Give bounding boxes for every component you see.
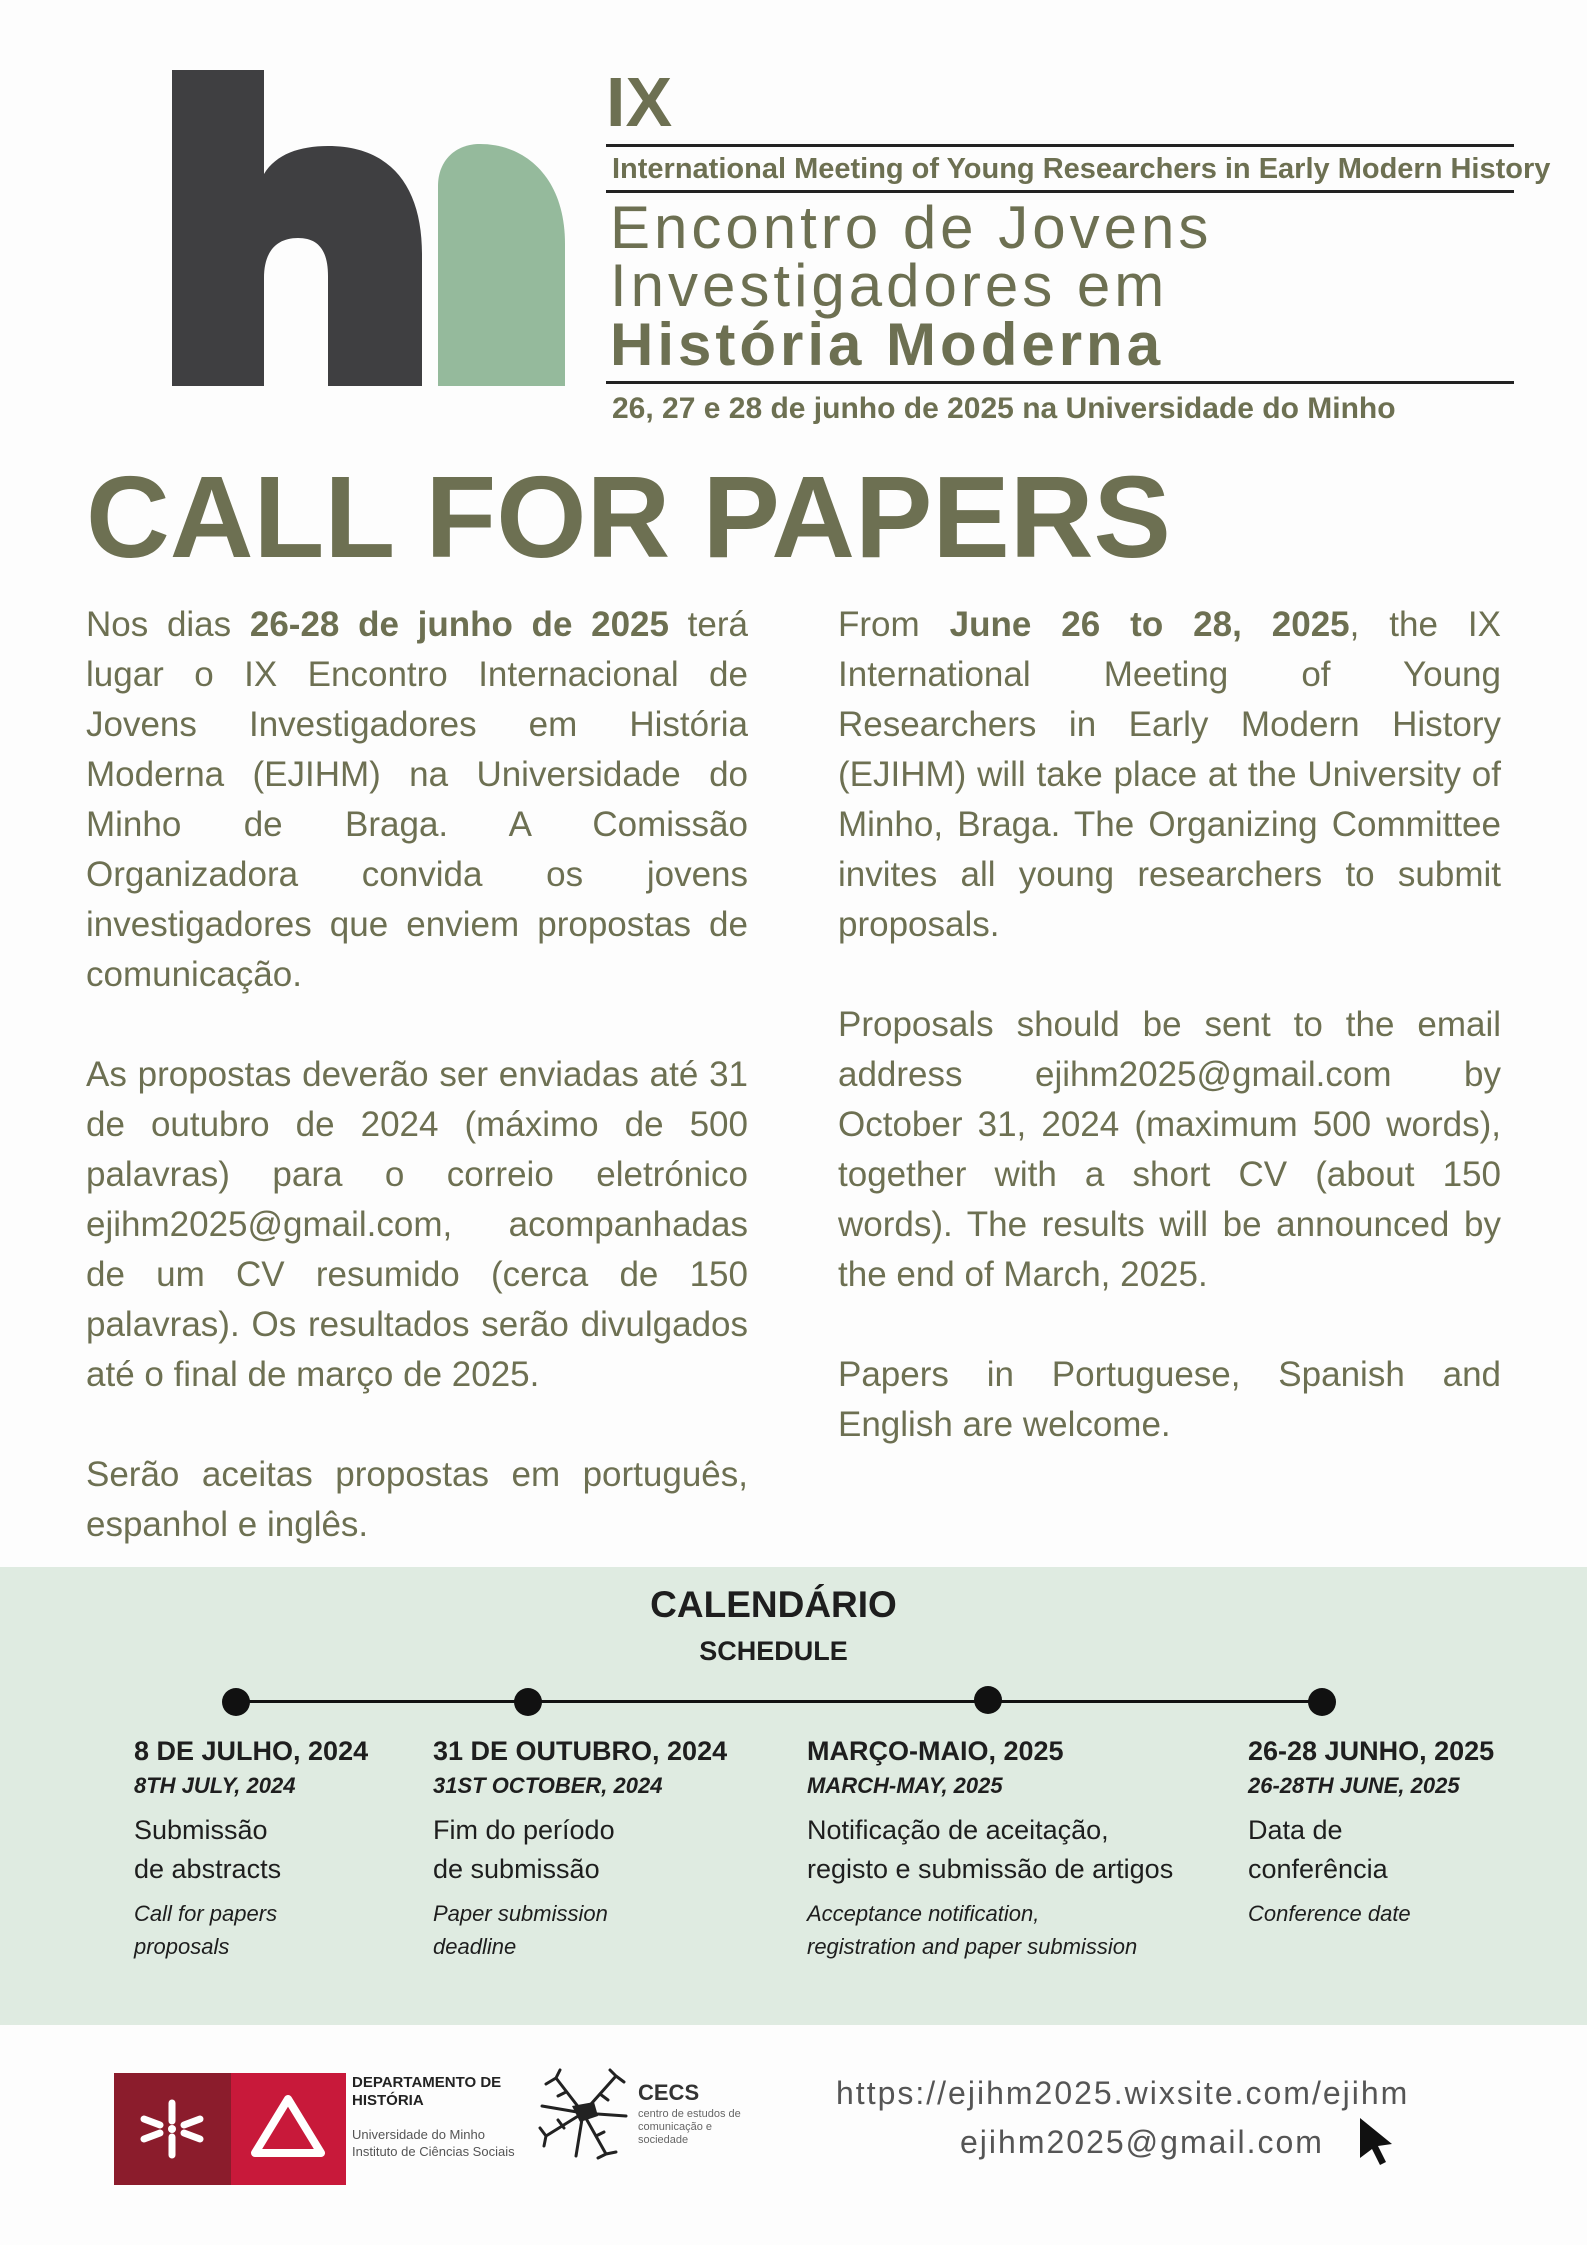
header-divider [606,190,1514,193]
milestone [807,1736,1207,1963]
event-title-pt-line2: Investigadores em [610,252,1169,319]
milestone-label-en: Call for papers proposals [134,1901,278,1959]
milestone-date-en: 26-28TH JUNE, 2025 [1248,1773,1460,1798]
highlight-date: June 26 to 28, 2025 [949,605,1350,644]
text: terá lugar o IX Encontro Internacional de Jovens Investigadores em História Moderna (EJIHM) na Universidade do Minho de Braga. A Comissão Organizadora convida os jovens investigadores que enviem propostas de comunicação. [86,605,748,994]
highlight-date: 26-28 de junho de 2025 [249,605,669,644]
text: , the IX International Meeting of Young Researchers in Early Modern History (EJIHM) will take place at the University of Minho, Braga. The Organizing Committee invites all young researchers to submit proposals. [838,605,1501,944]
email-link[interactable]: ejihm2025@gmail.com [960,2124,1324,2160]
milestone-label: Fim do período de submissão [433,1815,615,1884]
event-title-pt-line3: História Moderna [610,311,1165,378]
cecs-subtitle: centro de estudos de comunicação e sociedade [638,2108,741,2146]
english-column [838,600,1501,1500]
paragraph [86,600,748,1000]
timeline-dot [1308,1688,1336,1716]
schedule-title: CALENDÁRIO [650,1584,897,1625]
text: From [838,605,950,644]
timeline-line [236,1700,1322,1703]
milestone-label: Data de conferência [1248,1815,1388,1884]
website-link[interactable]: https://ejihm2025.wixsite.com/ejihm [836,2075,1410,2111]
paragraph [838,600,1501,950]
department-subtitle: Universidade do Minho Instituto de Ciências Sociais [352,2127,515,2159]
event-title-english: International Meeting of Young Researchers in Early Modern History [612,153,1551,185]
milestone-label: Submissão de abstracts [134,1815,282,1884]
timeline-dot [974,1686,1002,1714]
asterisk-icon [114,2073,231,2185]
uminho-logo [114,2073,346,2185]
milestone [433,1736,733,1963]
event-date-place: 26, 27 e 28 de junho de 2025 na Universidade do Minho [612,392,1396,425]
paragraph: As propostas deverão ser enviadas até 31 de outubro de 2024 (máximo de 500 palavras) para o correio eletrónico ejihm2025@gmail.com, acompanhadas de um CV resumido (cerca de 150 palavras). Os resultados serão divulgados até o final de março de 2025. [86,1055,748,1394]
paragraph: Papers in Portuguese, Spanish and English are welcome. [838,1355,1501,1444]
hm-logo [160,64,580,394]
edition-number: IX [606,63,673,141]
milestone-date-en: MARCH-MAY, 2025 [807,1773,1003,1798]
milestone [134,1736,384,1963]
timeline-dot [514,1688,542,1716]
milestone-label-en: Conference date [1248,1901,1411,1926]
header-block [606,63,1551,426]
paragraph: Serão aceitas propostas em português, espanhol e inglês. [86,1455,748,1544]
cecs-logo [536,2066,631,2161]
portuguese-column [86,600,748,1600]
milestone-date: 8 DE JULHO, 2024 [134,1736,369,1766]
timeline-dot [222,1688,250,1716]
paragraph: Proposals should be sent to the email address ejihm2025@gmail.com by October 31, 2024 (maximum 500 words), together with a short CV (about 150 words). The results will be announced by the end of March, 2025. [838,1005,1501,1294]
department-block [352,2074,522,2160]
milestone-date-en: 8TH JULY, 2024 [134,1773,296,1798]
milestone-label-en: Paper submission deadline [433,1901,608,1959]
milestone-date: 26-28 JUNHO, 2025 [1248,1736,1495,1766]
page-title: CALL FOR PAPERS [86,452,1171,582]
triangle-icon [231,2073,346,2185]
milestone-date: 31 DE OUTUBRO, 2024 [433,1736,728,1766]
milestone-date-en: 31ST OCTOBER, 2024 [433,1773,663,1798]
milestone-date: MARÇO-MAIO, 2025 [807,1736,1064,1766]
milestone-label: Notificação de aceitação, registo e submissão de artigos [807,1815,1174,1884]
schedule-subtitle: SCHEDULE [699,1636,848,1666]
cursor-icon [1356,2116,1396,2168]
uminho-logo-left [114,2073,231,2185]
milestone [1248,1736,1538,1930]
milestone-label-en: Acceptance notification, registration and paper submission [807,1901,1138,1959]
event-title-pt-line1: Encontro de Jovens [610,194,1213,261]
text: Nos dias [86,605,250,644]
cecs-title: CECS [638,2080,700,2105]
uminho-logo-right [231,2073,346,2185]
department-title: DEPARTAMENTO DE HISTÓRIA [352,2074,502,2109]
